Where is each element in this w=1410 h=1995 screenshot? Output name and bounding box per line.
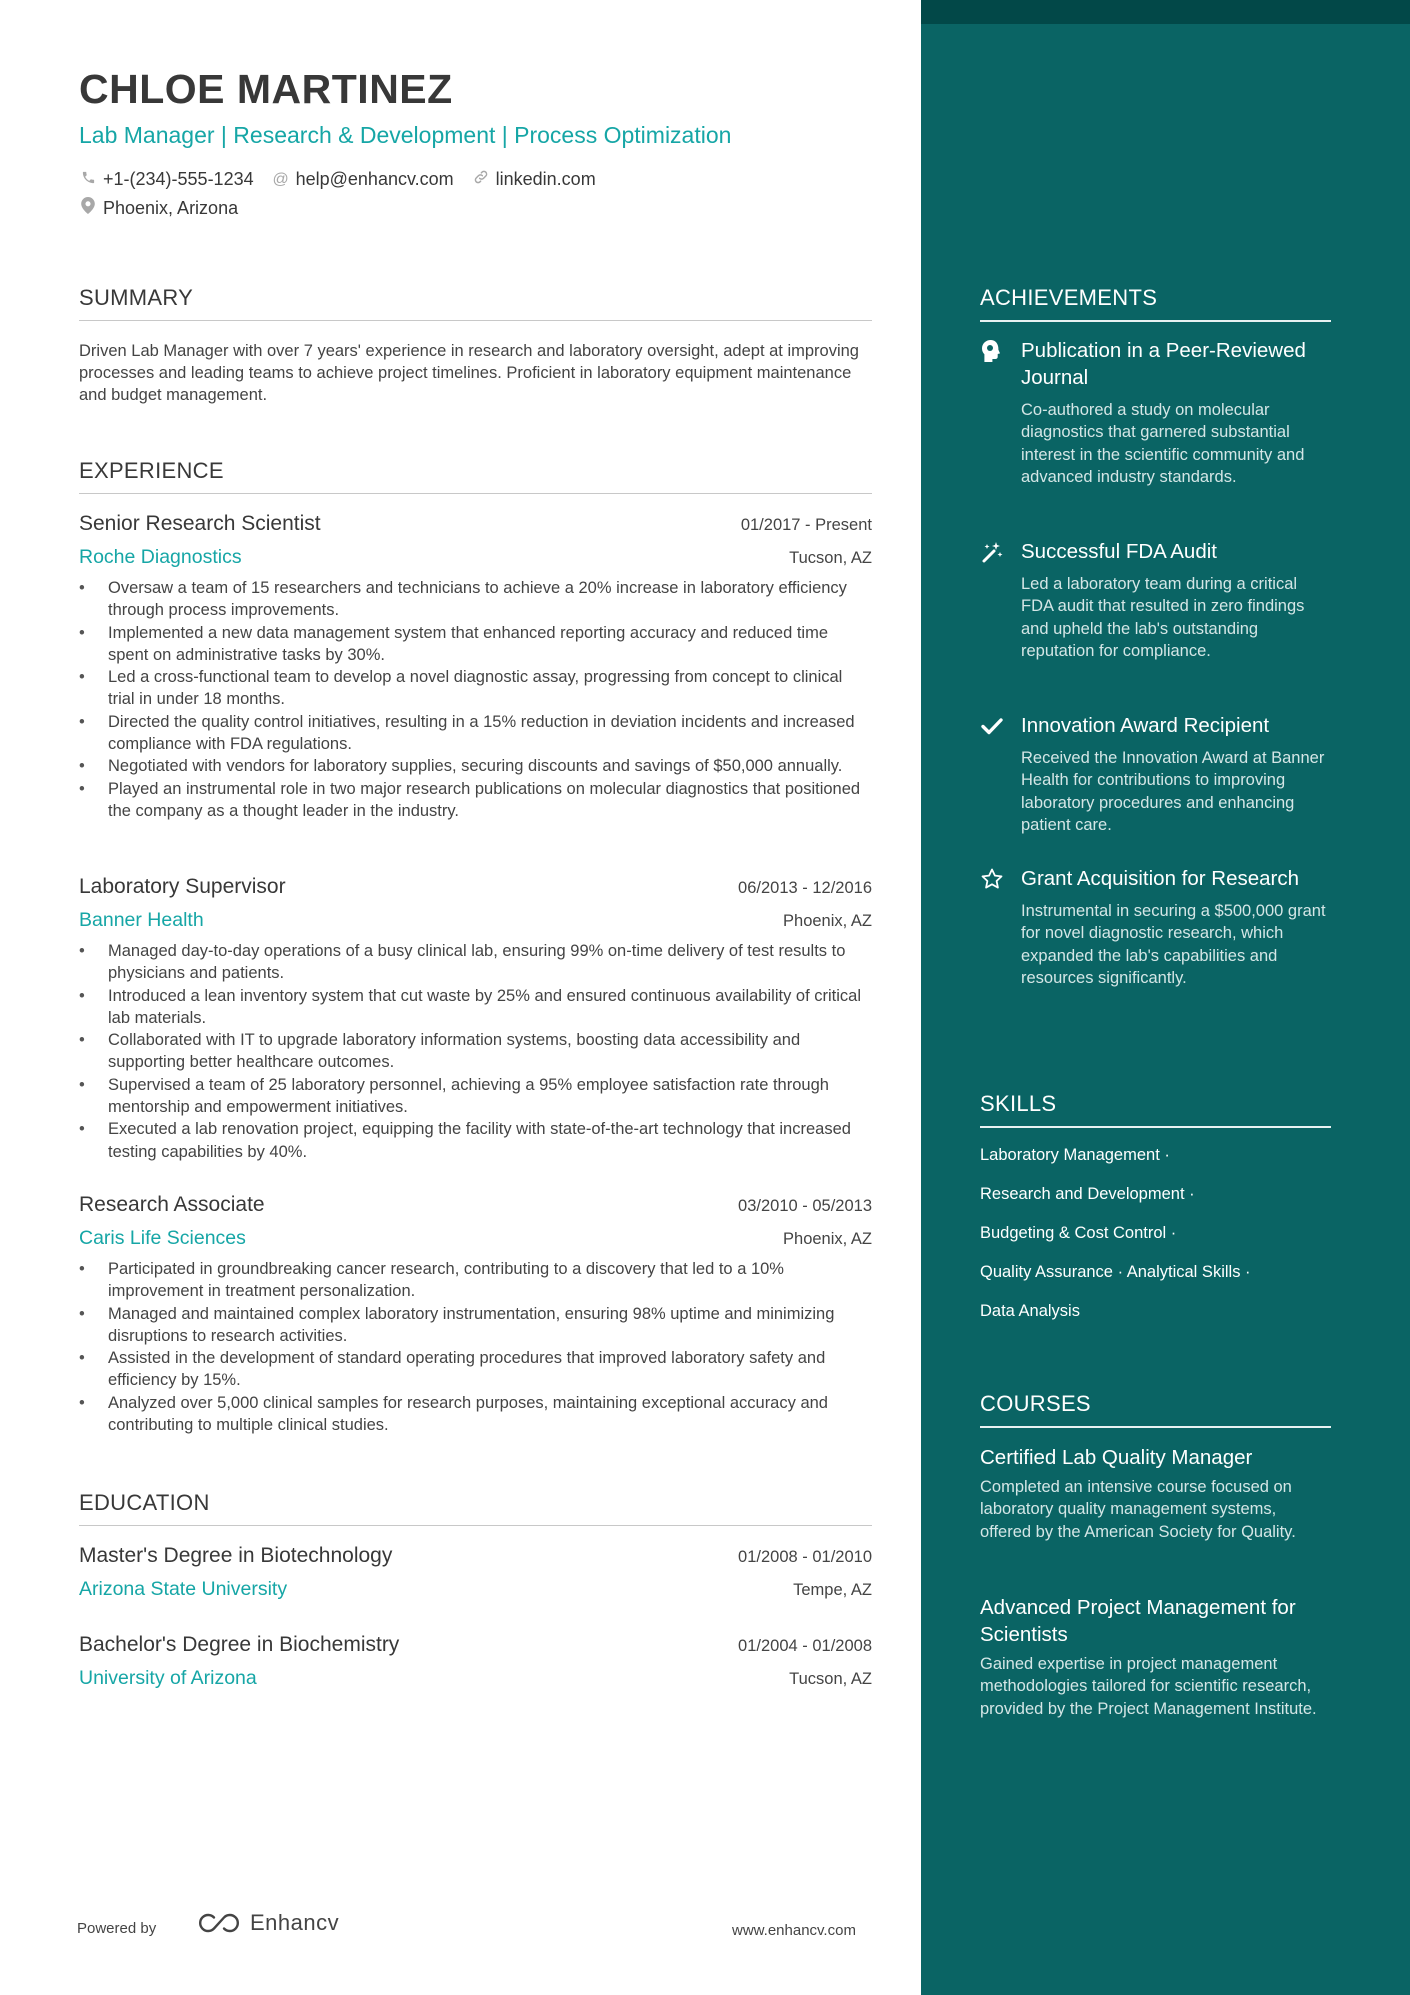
list-item: • Analyzed over 5,000 clinical samples for research purposes, maintaining exceptional accuracy and contributing to multiple clinical studies. xyxy=(79,1392,872,1437)
education-entry xyxy=(79,1633,872,1690)
list-item: • Directed the quality control initiatives, resulting in a 15% reduction in deviation incidents and increased compliance with FDA regulations. xyxy=(79,711,872,756)
achievement-item xyxy=(980,712,1331,836)
skill-item: Research and Development · xyxy=(980,1185,1195,1203)
summary-heading: SUMMARY xyxy=(79,285,872,321)
school-name: University of Arizona xyxy=(79,1667,257,1689)
achievements-heading: ACHIEVEMENTS xyxy=(980,285,1331,322)
course-title: Certified Lab Quality Manager xyxy=(980,1446,1253,1469)
list-item: • Managed and maintained complex laboratory instrumentation, ensuring 98% uptime and minimizing disruptions to research activities. xyxy=(79,1303,872,1348)
course-description: Gained expertise in project management methodologies tailored for scientific research, provided by the Project Management Institute. xyxy=(980,1655,1317,1718)
magic-wand-icon xyxy=(980,540,1004,564)
head-icon xyxy=(980,339,1004,363)
education-dates: 01/2004 - 01/2008 xyxy=(738,1637,872,1655)
achievement-description: Received the Innovation Award at Banner Health for contributions to improving laboratory procedures and enhancing patient care. xyxy=(1021,749,1325,834)
company-name: Roche Diagnostics xyxy=(79,546,242,568)
education-heading: EDUCATION xyxy=(79,1490,872,1526)
education-entry xyxy=(79,1544,872,1601)
contact-linkedin xyxy=(472,169,596,190)
experience-entry xyxy=(79,875,872,1163)
achievement-item xyxy=(980,865,1331,989)
list-item: • Participated in groundbreaking cancer research, contributing to a discovery that led to a 10% improvement in treatment personalization. xyxy=(79,1258,872,1303)
course-description: Completed an intensive course focused on laboratory quality management systems, offered by the American Society for Quality. xyxy=(980,1478,1296,1541)
phone-icon xyxy=(79,170,97,190)
bullet-list xyxy=(79,577,872,822)
course-item xyxy=(980,1444,1331,1543)
link-icon xyxy=(472,169,490,190)
powered-by-label: Powered by xyxy=(77,1920,157,1937)
achievement-title: Publication in a Peer-Reviewed Journal xyxy=(1021,339,1306,389)
job-dates: 06/2013 - 12/2016 xyxy=(738,879,872,897)
map-pin-icon xyxy=(79,197,97,219)
candidate-name: CHLOE MARTINEZ xyxy=(79,66,453,112)
experience-entry xyxy=(79,512,872,822)
enhancv-logo[interactable] xyxy=(196,1910,339,1936)
course-item xyxy=(980,1594,1331,1720)
summary-text: Driven Lab Manager with over 7 years' experience in research and laboratory oversight, adept at improving processes and leading teams to achieve project timelines. Proficient in laboratory equipment maintenance and budget management. xyxy=(79,342,859,404)
list-item: • Supervised a team of 25 laboratory personnel, achieving a 95% employee satisfaction rate through mentorship and empowerment initiatives. xyxy=(79,1074,872,1119)
list-item: • Oversaw a team of 15 researchers and technicians to achieve a 20% increase in laboratory efficiency through process improvements. xyxy=(79,577,872,622)
company-name: Caris Life Sciences xyxy=(79,1227,246,1249)
company-name: Banner Health xyxy=(79,909,204,931)
skill-item: Laboratory Management · xyxy=(980,1146,1170,1164)
list-item: • Executed a lab renovation project, equipping the facility with state-of-the-art technology that increased testing capabilities by 40%. xyxy=(79,1118,872,1163)
contact-row xyxy=(79,169,614,190)
enhancv-brand: Enhancv xyxy=(250,1910,340,1935)
bullet-list xyxy=(79,940,872,1163)
bullet-list xyxy=(79,1258,872,1436)
job-location: Tucson, AZ xyxy=(789,549,872,567)
courses-heading: COURSES xyxy=(980,1391,1331,1428)
list-item: • Led a cross-functional team to develop a novel diagnostic assay, progressing from concept to clinical trial in under 18 months. xyxy=(79,666,872,711)
achievement-description: Co-authored a study on molecular diagnostics that garnered substantial interest in the scientific community and advanced industry standards. xyxy=(1021,401,1305,486)
linkedin-link[interactable]: linkedin.com xyxy=(495,169,596,189)
job-dates: 03/2010 - 05/2013 xyxy=(738,1197,872,1215)
list-item: • Assisted in the development of standard operating procedures that improved laboratory safety and efficiency by 15%. xyxy=(79,1347,872,1392)
contact-email xyxy=(272,169,454,190)
contact-row-2 xyxy=(79,197,256,219)
list-item: • Played an instrumental role in two major research publications on molecular diagnostics that positioned the company as a thought leader in the industry. xyxy=(79,778,872,823)
degree-title: Bachelor's Degree in Biochemistry xyxy=(79,1633,400,1656)
list-item: • Collaborated with IT to upgrade laboratory information systems, boosting data accessibility and supporting better healthcare outcomes. xyxy=(79,1029,872,1074)
job-title: Senior Research Scientist xyxy=(79,512,321,535)
phone-text[interactable]: +1-(234)-555-1234 xyxy=(103,169,254,189)
sidebar-top-bar xyxy=(921,0,1410,24)
achievement-item xyxy=(980,538,1331,662)
checkmark-icon xyxy=(980,714,1004,738)
achievement-title: Grant Acquisition for Research xyxy=(1021,867,1300,890)
list-item: • Negotiated with vendors for laboratory supplies, securing discounts and savings of $50,000 annually. xyxy=(79,755,872,777)
contact-phone xyxy=(79,169,254,190)
achievement-title: Successful FDA Audit xyxy=(1021,540,1217,563)
location-text: Phoenix, Arizona xyxy=(103,197,239,218)
job-location: Phoenix, AZ xyxy=(783,912,872,930)
job-dates: 01/2017 - Present xyxy=(740,516,872,534)
contact-location xyxy=(79,197,238,219)
skill-item: Budgeting & Cost Control · xyxy=(980,1224,1177,1242)
education-dates: 01/2008 - 01/2010 xyxy=(738,1548,872,1566)
experience-entry xyxy=(79,1193,872,1436)
star-icon xyxy=(980,867,1004,891)
sidebar xyxy=(921,0,1410,1995)
at-icon: @ xyxy=(272,170,289,188)
school-name: Arizona State University xyxy=(79,1578,288,1600)
email-link[interactable]: help@enhancv.com xyxy=(295,169,454,189)
job-location: Phoenix, AZ xyxy=(783,1230,872,1248)
achievement-description: Led a laboratory team during a critical FDA audit that resulted in zero findings and upheld the lab's outstanding reputation for compliance. xyxy=(1021,575,1305,660)
experience-heading: EXPERIENCE xyxy=(79,458,872,494)
footer-url[interactable]: www.enhancv.com xyxy=(732,1922,856,1939)
enhancv-logo-icon xyxy=(196,1910,242,1936)
skills-heading: SKILLS xyxy=(980,1091,1331,1128)
list-item: • Introduced a lean inventory system that cut waste by 25% and ensured continuous availability of critical lab materials. xyxy=(79,985,872,1030)
school-location: Tucson, AZ xyxy=(789,1670,872,1688)
headline: Lab Manager | Research & Development | Process Optimization xyxy=(79,122,732,148)
school-location: Tempe, AZ xyxy=(793,1581,872,1599)
skill-item: Data Analysis xyxy=(980,1302,1080,1320)
course-title: Advanced Project Management for Scientists xyxy=(980,1596,1296,1646)
achievement-item xyxy=(980,337,1331,488)
achievement-description: Instrumental in securing a $500,000 grant for novel diagnostic research, which expanded the lab's capabilities and resources significantly. xyxy=(1021,902,1326,987)
skill-item: Quality Assurance · Analytical Skills · xyxy=(980,1263,1251,1281)
degree-title: Master's Degree in Biotechnology xyxy=(79,1544,393,1567)
list-item: • Implemented a new data management system that enhanced reporting accuracy and reduced time spent on administrative tasks by 30%. xyxy=(79,622,872,667)
job-title: Laboratory Supervisor xyxy=(79,875,286,898)
job-title: Research Associate xyxy=(79,1193,265,1216)
list-item: • Managed day-to-day operations of a busy clinical lab, ensuring 99% on-time delivery of test results to physicians and patients. xyxy=(79,940,872,985)
achievement-title: Innovation Award Recipient xyxy=(1021,714,1270,737)
